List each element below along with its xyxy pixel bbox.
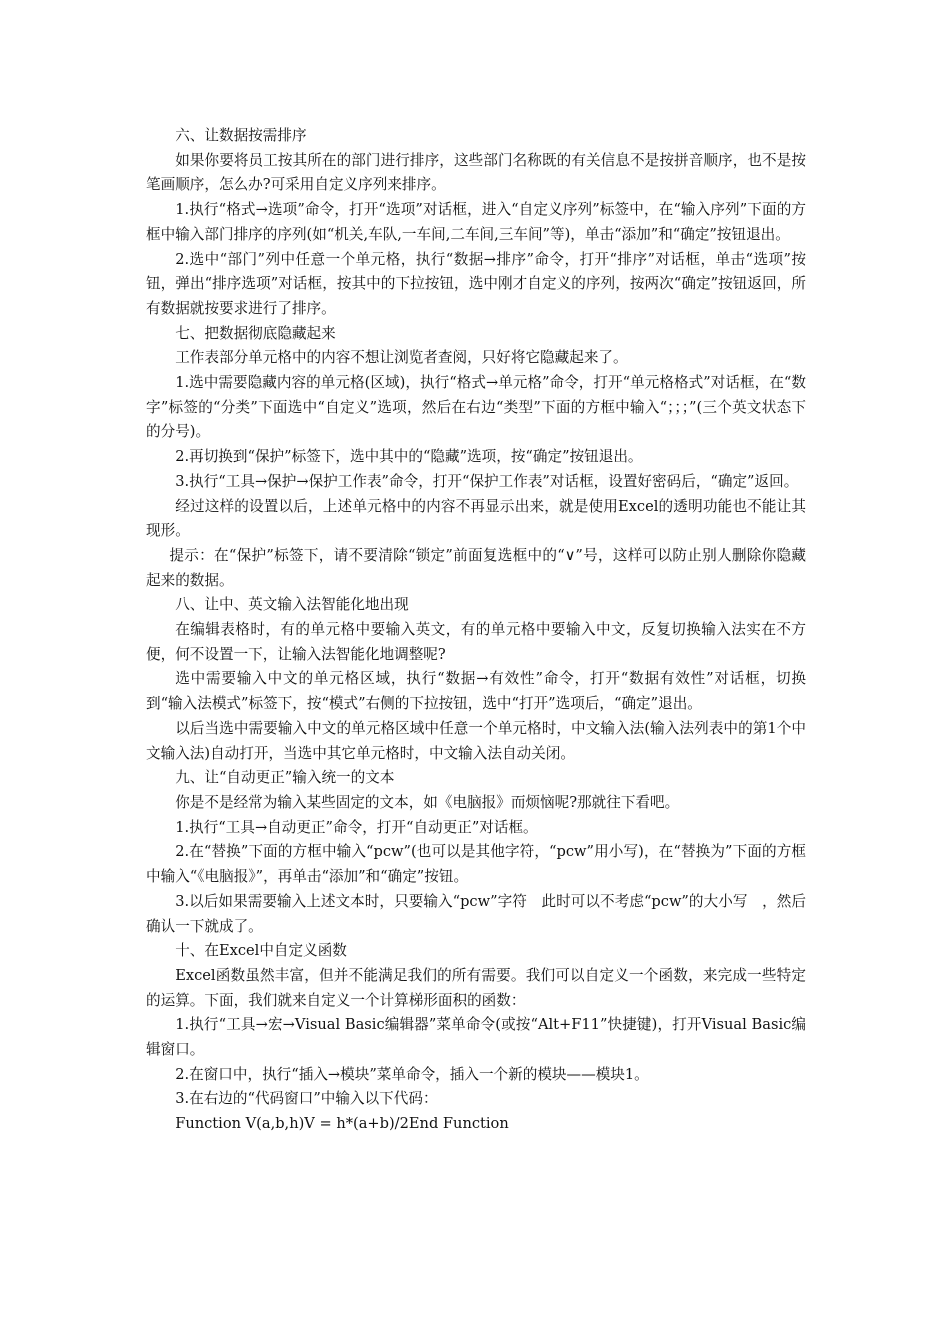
paragraph: Excel函数虽然丰富，但并不能满足我们的所有需要。我们可以自定义一个函数，来完成一些特定的运算。下面，我们就来自定义一个计算梯形面积的函数： xyxy=(146,966,806,1009)
paragraph: 选中需要输入中文的单元格区域，执行“数据→有效性”命令，打开“数据有效性”对话框，切换到“输入法模式”标签下，按“模式”右侧的下拉按钮，选中“打开”选项后，“确定”退出。 xyxy=(146,670,806,713)
paragraph: 在编辑表格时，有的单元格中要输入英文，有的单元格中要输入中文，反复切换输入法实在不方便，何不设置一下，让输入法智能化地调整呢? xyxy=(146,621,806,663)
paragraph: 1.选中需要隐藏内容的单元格(区域)，执行“格式→单元格”命令，打开“单元格格式”对话框，在“数字”标签的“分类”下面选中“自定义”选项，然后在右边“类型”下面的方框中输入“；；；”(三个英文状态下的分号)。 xyxy=(146,374,806,441)
paragraph: 1.执行“格式→选项”命令，打开“选项”对话框，进入“自定义序列”标签中，在“输入序列”下面的方框中输入部门排序的序列(如“机关,车队,一车间,二车间,三车间”等)，单击“添加”和“确定”按钮退出。 xyxy=(146,201,806,243)
document-body xyxy=(146,124,806,1137)
paragraph: 工作表部分单元格中的内容不想让浏览者查阅，只好将它隐藏起来了。 xyxy=(175,349,628,367)
paragraph: 1.执行“工具→自动更正”命令，打开“自动更正”对话框。 xyxy=(175,818,538,836)
code-line: Function V(a,b,h)V = h*(a+b)/2End Function xyxy=(175,1115,509,1133)
paragraph: 如果你要将员工按其所在的部门进行排序，这些部门名称既的有关信息不是按拼音顺序，也不是按笔画顺序，怎么办?可采用自定义序列来排序。 xyxy=(146,151,806,194)
paragraph: 2.在窗口中，执行“插入→模块”菜单命令，插入一个新的模块——模块1。 xyxy=(175,1065,649,1083)
paragraph: 2.选中“部门”列中任意一个单元格，执行“数据→排序”命令，打开“排序”对话框，单击“选项”按钮，弹出“排序选项”对话框，按其中的下拉按钮，选中刚才自定义的序列，按两次“确定”按钮返回，所有数据就按要求进行了排序。 xyxy=(146,250,806,317)
paragraph: 你是不是经常为输入某些固定的文本，如《电脑报》而烦恼呢?那就往下看吧。 xyxy=(175,793,680,811)
paragraph: 2.再切换到“保护”标签下，选中其中的“隐藏”选项，按“确定”按钮退出。 xyxy=(175,448,643,466)
section-heading-10: 十、在Excel中自定义函数 xyxy=(175,942,347,960)
section-heading-9: 九、让“自动更正”输入统一的文本 xyxy=(175,769,395,787)
paragraph: 经过这样的设置以后，上述单元格中的内容不再显示出来，就是使用Excel的透明功能也不能让其现形。 xyxy=(146,497,806,540)
section-heading-7: 七、把数据彻底隐藏起来 xyxy=(175,324,336,342)
paragraph: 3.在右边的“代码窗口”中输入以下代码： xyxy=(175,1090,438,1108)
section-heading-6: 六、让数据按需排序 xyxy=(175,127,307,144)
paragraph: 3.以后如果需要输入上述文本时，只要输入“pcw”字符 此时可以不考虑“pcw”的大小写 ，然后确认一下就成了。 xyxy=(146,892,806,935)
paragraph: 3.执行“工具→保护→保护工作表”命令，打开“保护工作表”对话框，设置好密码后，“确定”返回。 xyxy=(175,472,799,490)
section-heading-8: 八、让中、英文输入法智能化地出现 xyxy=(175,596,409,614)
paragraph: 以后当选中需要输入中文的单元格区域中任意一个单元格时，中文输入法(输入法列表中的第1个中文输入法)自动打开，当选中其它单元格时，中文输入法自动关闭。 xyxy=(146,719,806,762)
tip-paragraph: 提示：在“保护”标签下，请不要清除“锁定”前面复选框中的“∨”号，这样可以防止别人删除你隐藏起来的数据。 xyxy=(146,546,806,589)
paragraph: 2.在“替换”下面的方框中输入“pcw”(也可以是其他字符，“pcw”用小写)，在“替换为”下面的方框中输入“《电脑报》”，再单击“添加”和“确定”按钮。 xyxy=(146,843,806,886)
paragraph: 1.执行“工具→宏→Visual Basic编辑器”菜单命令(或按“Alt+F11”快捷键)，打开Visual Basic编辑窗口。 xyxy=(146,1016,806,1059)
